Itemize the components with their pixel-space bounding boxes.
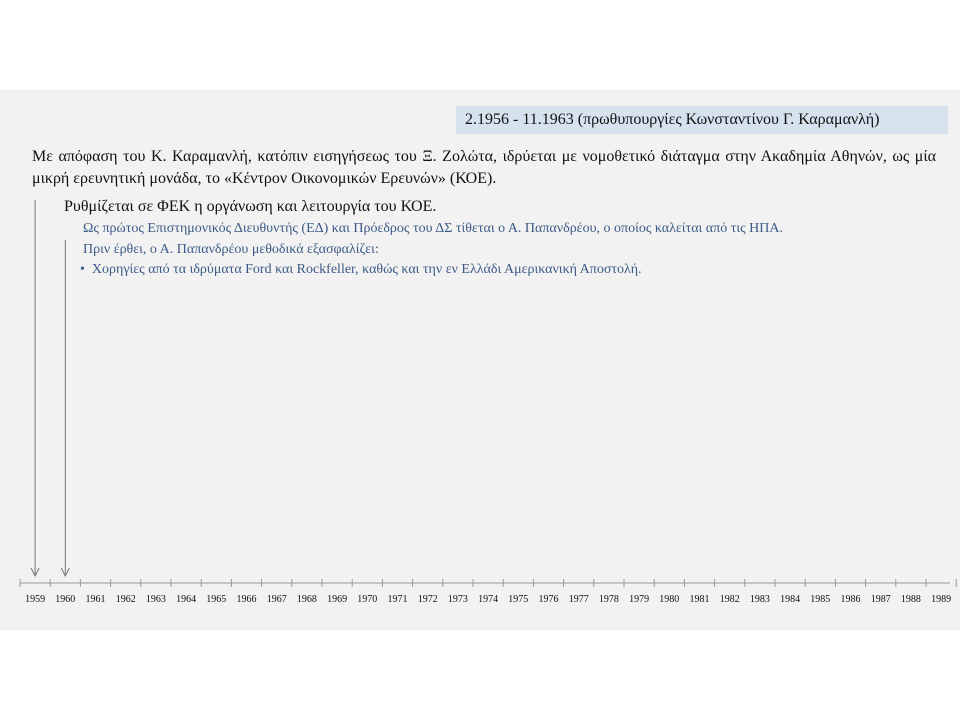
period-label: 2.1956 - 11.1963 (πρωθυπουργίες Κωνσταντίνου Γ. Καραμανλή)	[456, 106, 948, 134]
year-label: 1968	[296, 594, 317, 605]
year-label: 1976	[538, 594, 559, 605]
year-label: 1964	[176, 594, 197, 605]
year-label: 1963	[145, 594, 166, 605]
bullet-symbol: •	[80, 262, 85, 277]
year-label: 1988	[900, 594, 921, 605]
year-label: 1961	[85, 594, 106, 605]
year-label: 1975	[508, 594, 529, 605]
year-label: 1985	[810, 594, 831, 605]
year-label: 1974	[478, 594, 499, 605]
year-label: 1987	[870, 594, 891, 605]
year-label: 1982	[719, 594, 740, 605]
year-label: 1981	[689, 594, 710, 605]
main-paragraph: Με απόφαση του Κ. Καραμανλή, κατόπιν εισηγήσεως του Ξ. Ζολώτα, ιδρύεται με νομοθετικό διάταγμα στην Ακαδημία Αθηνών, ως μία μικρή ερευνητική μονάδα, το «Κέντρον Οικονομικών Ερευνών» (ΚΟΕ).	[32, 148, 936, 187]
year-label: 1959	[25, 594, 46, 605]
year-label: 1984	[780, 594, 801, 605]
year-label: 1960	[55, 594, 76, 605]
year-label: 1967	[266, 594, 287, 605]
year-label: 1979	[629, 594, 650, 605]
year-label: 1971	[387, 594, 408, 605]
timeline-arrow	[61, 240, 69, 576]
sub-paragraph: Ρυθμίζεται σε ΦΕΚ η οργάνωση και λειτουργία του ΚΟΕ.	[64, 198, 437, 215]
year-label: 1978	[598, 594, 619, 605]
year-label: 1973	[447, 594, 468, 605]
year-label: 1977	[568, 594, 589, 605]
sub-sub-line: Πριν έρθει, ο Α. Παπανδρέου μεθοδικά εξασφαλίζει:	[83, 242, 379, 257]
year-label: 1989	[931, 594, 952, 605]
year-label: 1972	[417, 594, 438, 605]
timeline-arrow	[31, 200, 39, 576]
year-label: 1983	[749, 594, 770, 605]
bullet-text: Χορηγίες από τα ιδρύματα Ford και Rockfeller, καθώς και την εν Ελλάδι Αμερικανική Αποστολή.	[91, 262, 642, 277]
year-label: 1970	[357, 594, 378, 605]
year-label: 1962	[115, 594, 136, 605]
year-label: 1980	[659, 594, 680, 605]
year-label: 1966	[236, 594, 257, 605]
sub-sub-line: Ως πρώτος Επιστημονικός Διευθυντής (ΕΔ) και Πρόεδρος του ΔΣ τίθεται ο Α. Παπανδρέου, ο οποίος καλείται από τις ΗΠΑ.	[83, 221, 783, 236]
year-label: 1965	[206, 594, 227, 605]
year-label: 1969	[327, 594, 348, 605]
year-label: 1986	[840, 594, 861, 605]
